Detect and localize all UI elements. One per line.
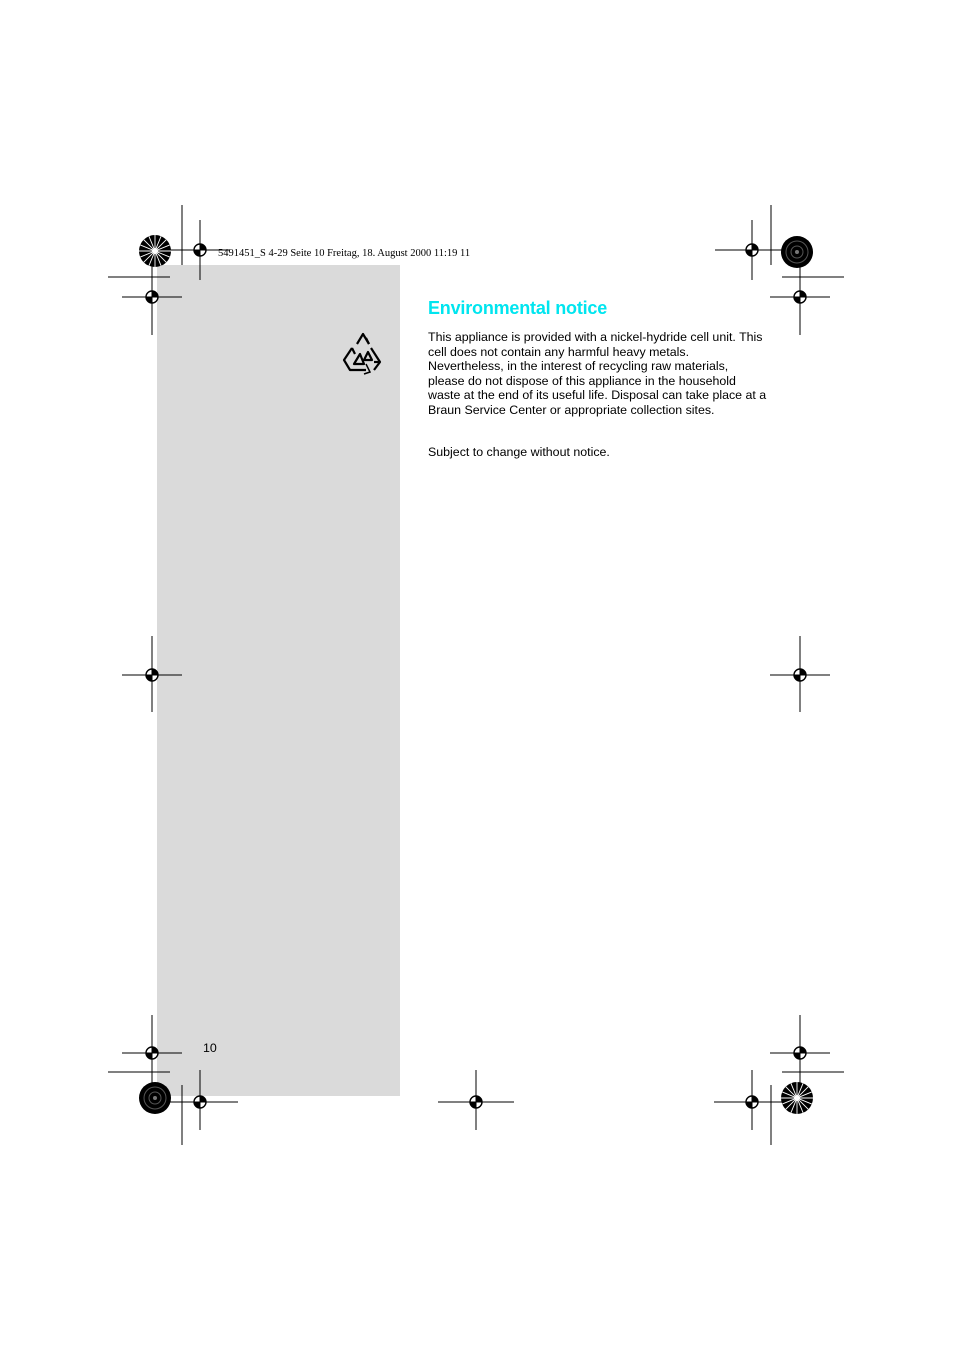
page-number: 10 — [203, 1041, 217, 1055]
page-title: Environmental notice — [428, 298, 608, 318]
body-paragraph: This appliance is provided with a nickel-hydride cell unit. This cell does not contain any harmful heavy metals. Nevertheless, in the interest of recycling raw materials, please do not dispose of this appliance in the household waste at the end of its useful life. Disposal can take place at a Braun Service Center or appropriate collection sites. — [428, 330, 767, 417]
print-slug: 5491451_S 4-29 Seite 10 Freitag, 18. August 2000 11:19 11 — [218, 248, 471, 259]
change-notice: Subject to change without notice. — [428, 445, 610, 459]
